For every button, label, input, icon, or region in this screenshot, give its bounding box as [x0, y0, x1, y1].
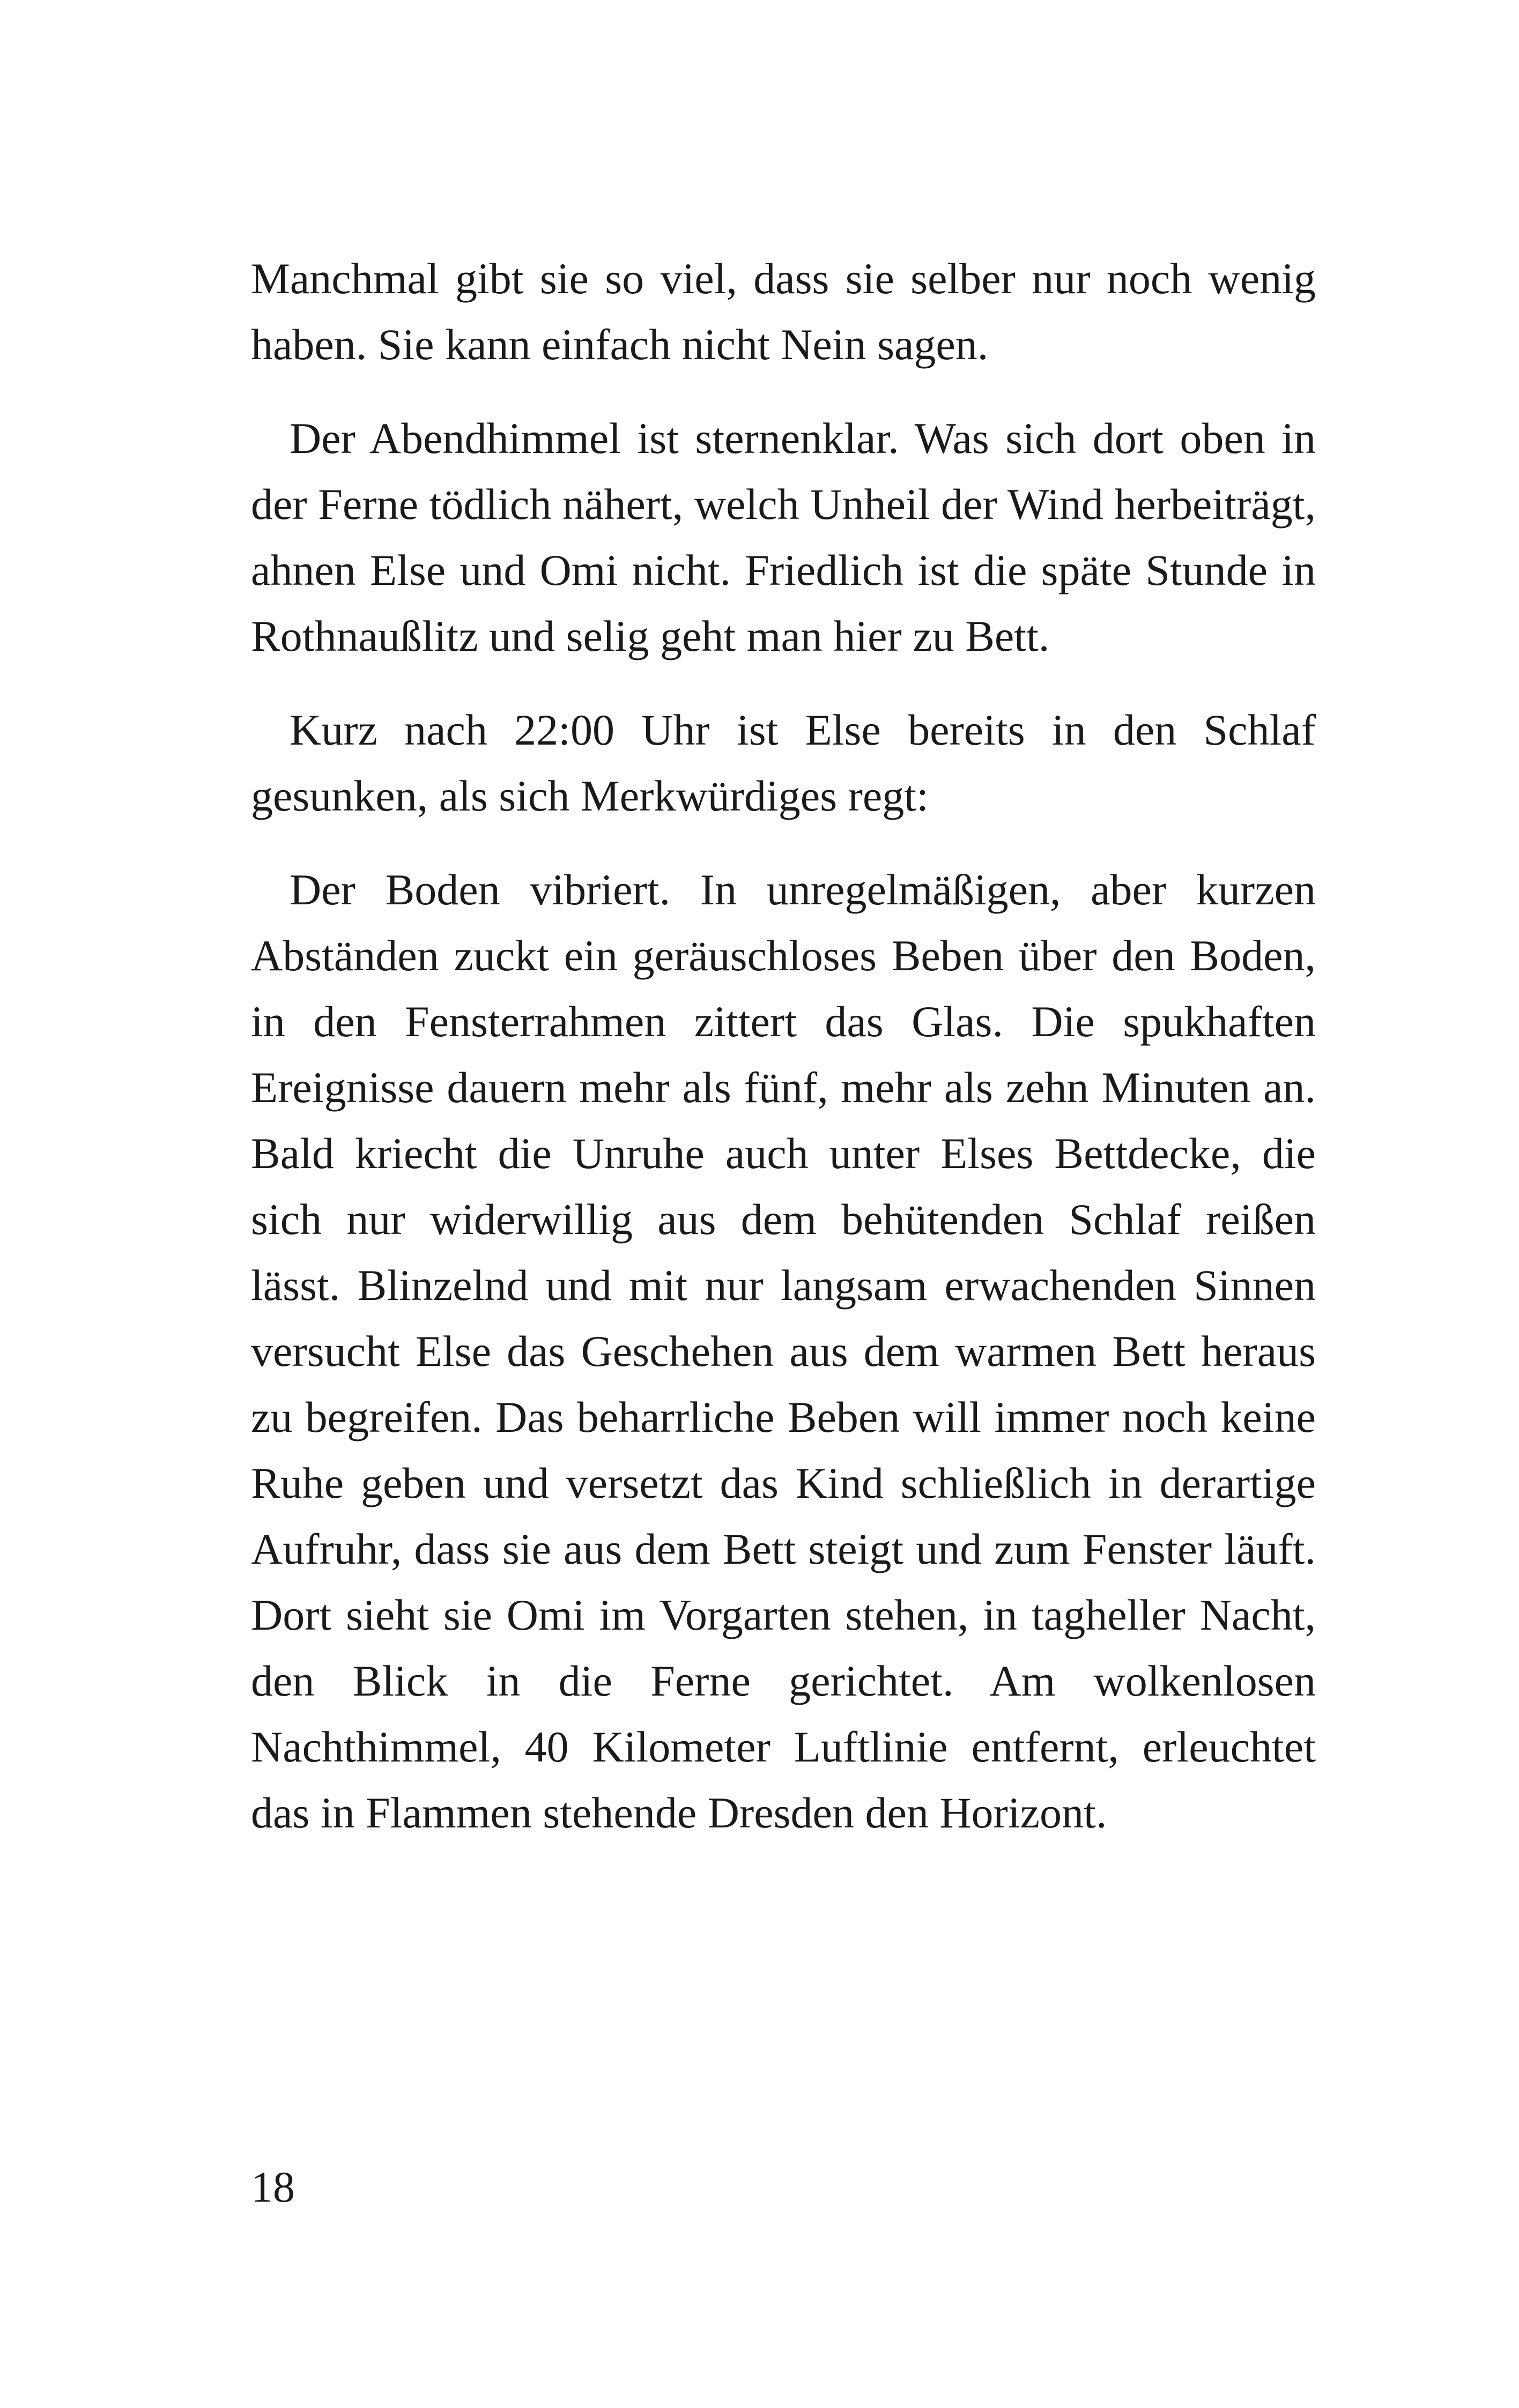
paragraph-4: Der Boden vibriert. In unregelmäßigen, aber kurzen Abständen zuckt ein geräuschloses Beben über den Boden, in den Fensterrahmen zittert das Glas. Die spukhaften Ereignisse dauern mehr als fünf, mehr als zehn Minuten an. Bald kriecht die Unruhe auch unter Elses Bettdecke, die sich nur widerwillig aus dem behütenden Schlaf reißen lässt. Blinzelnd und mit nur langsam erwachenden Sinnen versucht Else das Geschehen aus dem warmen Bett heraus zu begreifen. Das beharrliche Beben will immer noch keine Ruhe geben und versetzt das Kind schließlich in derartige Aufruhr, dass sie aus dem Bett steigt und zum Fenster läuft. Dort sieht sie Omi im Vorgarten stehen, in tagheller Nacht, den Blick in die Ferne gerichtet. Am wolkenlosen Nachthimmel, 40 Kilometer Luftlinie entfernt, erleuchtet das in Flammen stehende Dresden den Horizont. — [251, 865, 1316, 1837]
page-number: 18 — [251, 2162, 295, 2211]
paragraph-3: Kurz nach 22:00 Uhr ist Else bereits in den Schlaf gesunken, als sich Merkwürdiges regt: — [251, 705, 1316, 820]
paragraph-2: Der Abendhimmel ist sternenklar. Was sich dort oben in der Ferne tödlich nähert, welch Unheil der Wind herbeiträgt, ahnen Else und Omi nicht. Friedlich ist die späte Stunde in Rothnaußlitz und selig geht man hier zu Bett. — [251, 414, 1316, 660]
body-text — [251, 246, 1316, 1846]
paragraph-1: Manchmal gibt sie so viel, dass sie selber nur noch wenig haben. Sie kann einfach nicht Nein sagen. — [251, 254, 1316, 369]
